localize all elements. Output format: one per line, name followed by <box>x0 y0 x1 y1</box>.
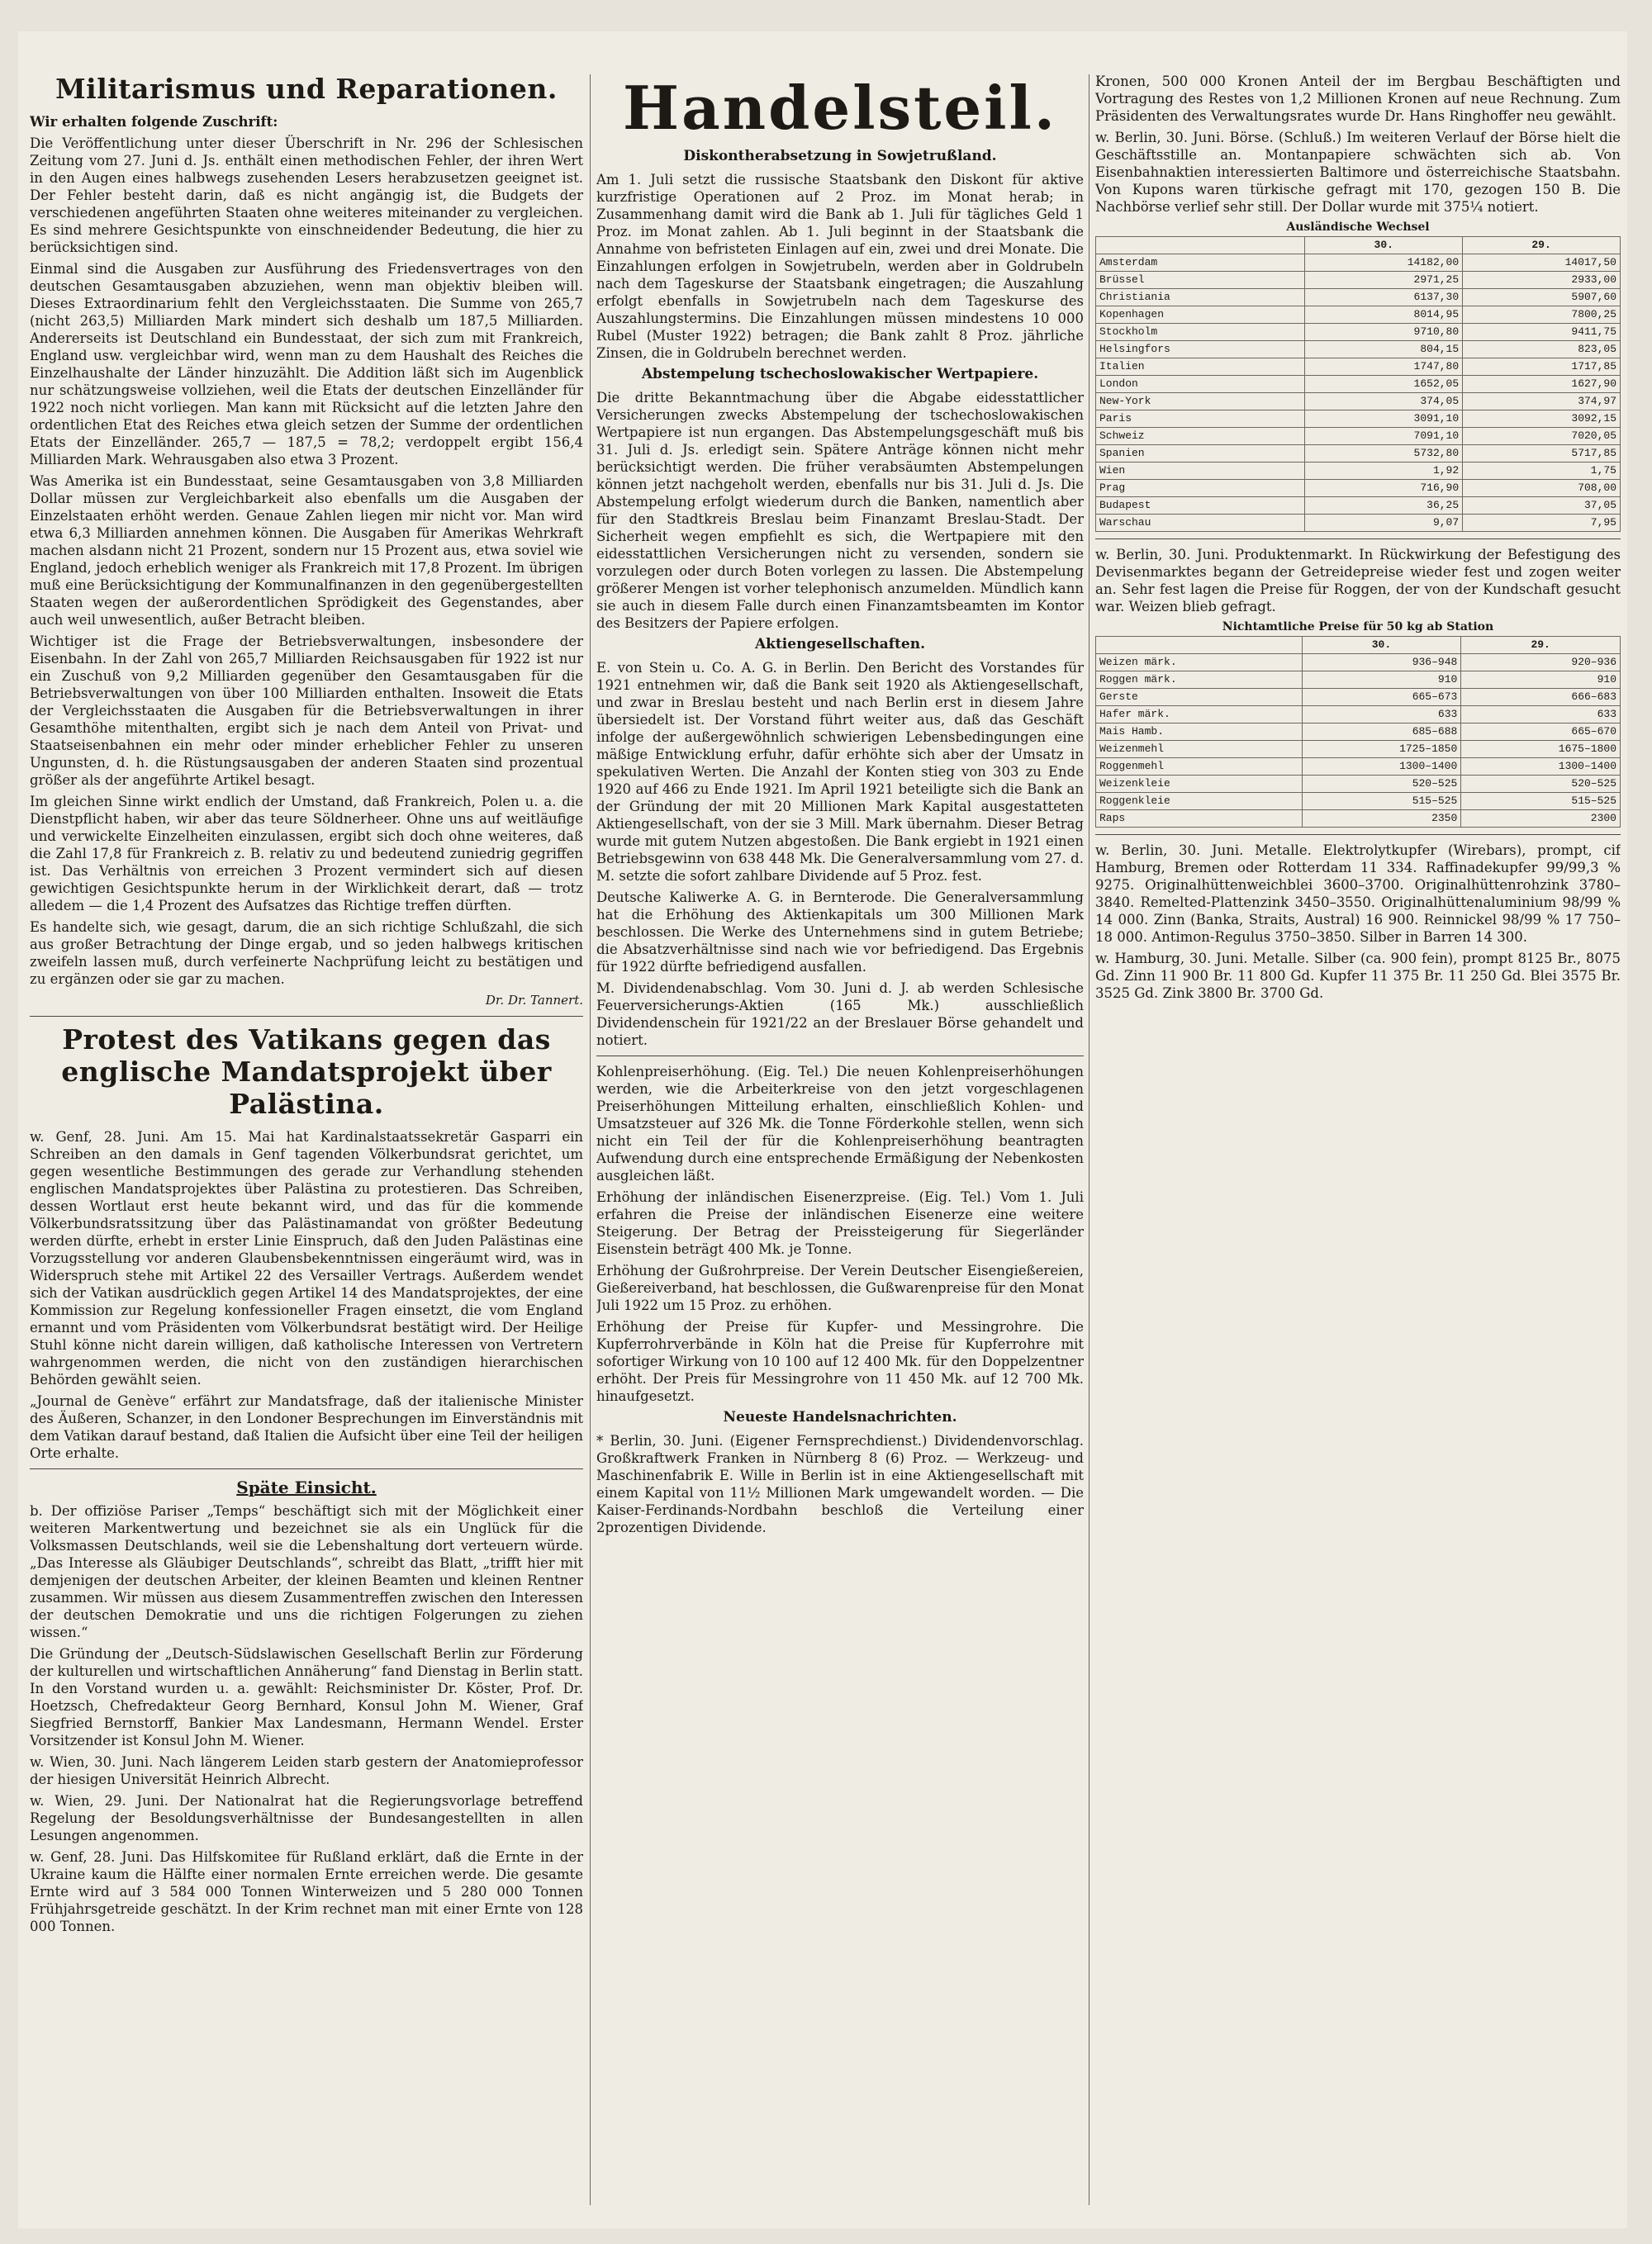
table-row <box>1096 324 1621 341</box>
table-cell: Italien <box>1096 358 1305 376</box>
newspaper-page <box>18 31 1627 2228</box>
section-title: Aktiengesellschaften. <box>754 636 926 652</box>
table-cell: Warschau <box>1096 515 1305 532</box>
table-row <box>1096 741 1621 758</box>
table-cell: 716,90 <box>1305 480 1463 497</box>
article-signature: Dr. Dr. Tannert. <box>485 993 583 1008</box>
table-cell: 804,15 <box>1305 341 1463 358</box>
table-cell: 8014,95 <box>1305 306 1463 324</box>
table-row <box>1096 689 1621 706</box>
table-row <box>1096 428 1621 445</box>
table-cell: Gerste <box>1096 689 1303 706</box>
table-cell: Roggen märk. <box>1096 671 1303 689</box>
article-paragraph: Was Amerika ist ein Bundesstaat, seine Gesamtausgaben von 3,8 Milliarden Dollar müssen zur Vergleichbarkeit also ebenfalls um die Ausgaben der Einzelstaaten erhöht werden. Genaue Zahlen liegen mir nicht vor. Man wird etwa 6,3 Milliarden annehmen können. Die Ausgaben für Amerikas Wehrkraft machen alsdann nicht 21 Prozent, sondern nur 15 Prozent aus, etwa soviel wie England, jedoch erheblich weniger als Frankreich mit 17,8 Prozent. Im übrigen muß eine Berücksichtigung der Kommunalfinanzen in den gegenübergestellten Staaten wegen der außerordentlichen Sprödigkeit des Gegenstandes, aber auch weil unwesentlich, außer Betracht bleiben. <box>30 473 583 628</box>
table-cell: Paris <box>1096 410 1305 428</box>
column-rule <box>590 74 591 2205</box>
table-cell: 823,05 <box>1463 341 1621 358</box>
table-cell: 920–936 <box>1461 654 1621 671</box>
article-paragraph: Erhöhung der inländischen Eisenerzpreise. (Eig. Tel.) Vom 1. Juli erfahren die Preise der inländischen Eisenerze eine weitere Steigerung. Der Betrag der Preissteigerung für Siegerländer Eisenstein beträgt 400 Mk. je Tonne. <box>596 1189 1084 1257</box>
table-cell: 9,07 <box>1305 515 1463 532</box>
article-paragraph: Kronen, 500 000 Kronen Anteil der im Bergbau Beschäftigten und Vortragung des Restes von 1,2 Millionen Kronen auf neue Rechnung. Zum Präsidenten des Verwaltungsrates wurde Dr. Hans Ringhoffer neu gewählt. <box>1095 74 1621 124</box>
article-paragraph: w. Berlin, 30. Juni. Börse. (Schluß.) Im weiteren Verlauf der Börse hielt die Geschäftsstille an. Montanpapiere schwächten sich ab. Von Eisenbahnaktien interessierten Baltimore und österreichische Staatsbahn. Von Kupons waren türkische gefragt mit 170, gezogen 150 B. Die Nachbörse verlief sehr still. Der Dollar wurde mit 375¼ notiert. <box>1095 130 1621 215</box>
table-cell: 374,97 <box>1463 393 1621 410</box>
table-cell: Weizenmehl <box>1096 741 1303 758</box>
divider <box>1095 834 1621 835</box>
article-paragraph: Die dritte Bekanntmachung über die Abgabe eidesstattlicher Versicherungen zwecks Abstempelung der tschechoslowakischen Wertpapiere ist nun ergangen. Das Abstempelungsgeschäft muß bis 31. Juli d. Js. erledigt sein. Spätere Anträge können nicht mehr berücksichtigt werden. Die früher verabsäumten Abstempelungen können jetzt nachgeholt werden, ebenfalls nur bis 31. Juli d. Js. Die Abstempelung erfolgt wiederum durch die Banken, namentlich aber für den Stadtkreis Breslau beim Finanzamt Breslau-Stadt. Der Sicherheit wegen empfiehlt es sich, die Wertpapiere mit den eidesstattlichen Versicherungen nicht zu versenden, sondern sie vorzulegen oder durch Boten vorlegen zu lassen. Die Abstempelung größerer Mengen ist vorher telephonisch anzumelden. Mündlich kann sie auch in diesem Falle durch einen Finanzamtsbeamten im Kontor des Besitzers der Papiere erfolgen. <box>596 390 1084 631</box>
table-header-cell: 29. <box>1461 637 1621 654</box>
article-paragraph: w. Genf, 28. Juni. Am 15. Mai hat Kardinalstaatssekretär Gasparri ein Schreiben an den damals in Genf tagenden Völkerbundsrat gerichtet, um gegen wesentliche Bestimmungen des gerade zur Verhandlung stehenden englischen Mandatsprojektes über Palästina zu protestieren. Das Schreiben, dessen Wortlaut erst heute bekannt wird, und das für die kommende Völkerbundsratssitzung über das Palästinamandat von größter Bedeutung werden dürfte, erhebt in erster Linie Einspruch, daß den Juden Palästinas eine Vorzugsstellung vor anderen Glaubensbekenntnissen eingeräumt wird, was in Widerspruch stehe mit Artikel 22 des Versailler Vertrags. Außerdem wendet sich der Vatikan ausdrücklich gegen Artikel 14 des Mandatsprojektes, der eine Kommission zur Regelung konfessioneller Fragen einsetzt, die vom England ernannt und vom Präsidenten vom Völkerbundsrat bestätigt wird. Der Heilige Stuhl könne nicht darein willigen, daß katholische Interessen von Vertretern wahrgenommen werden, die nicht von den zuständigen hierarchischen Behörden gewählt seien. <box>30 1129 583 1388</box>
article-paragraph: w. Wien, 30. Juni. Nach längerem Leiden starb gestern der Anatomieprofessor der hiesigen Universität Heinrich Albrecht. <box>30 1754 583 1787</box>
table-cell: 1717,85 <box>1463 358 1621 376</box>
article-intro: Wir erhalten folgende Zuschrift: <box>30 114 278 130</box>
table-cell: 5907,60 <box>1463 289 1621 306</box>
table-cell: Kopenhagen <box>1096 306 1305 324</box>
table-cell: Amsterdam <box>1096 254 1305 272</box>
divider <box>1095 538 1621 539</box>
table-cell: Prag <box>1096 480 1305 497</box>
table-cell: Roggenmehl <box>1096 758 1303 776</box>
article-paragraph: w. Hamburg, 30. Juni. Metalle. Silber (ca. 900 fein), prompt 8125 Br., 8075 Gd. Zinn 11 900 Br. 11 800 Gd. Kupfer 11 375 Br. 11 250 Gd. Blei 3575 Br. 3525 Gd. Zink 3800 Br. 3700 Gd. <box>1095 951 1621 1001</box>
table-cell: 36,25 <box>1305 497 1463 515</box>
table-row <box>1096 515 1621 532</box>
table-row <box>1096 410 1621 428</box>
article-paragraph: M. Dividendenabschlag. Vom 30. Juni d. J. ab werden Schlesische Feuerversicherungs-Aktien (165 Mk.) ausschließlich Dividendenschein für 1921/22 an der Breslauer Börse gehandelt und notiert. <box>596 980 1084 1048</box>
table-cell: Brüssel <box>1096 272 1305 289</box>
article-paragraph: Kohlenpreiserhöhung. (Eig. Tel.) Die neuen Kohlenpreiserhöhungen werden, wie die Arbeiterkreise von den jetzt vorgeschlagenen Preiserhöhungen Mitteilung erhalten, einschließlich Kohlen- und Umsatzsteuer auf 326 Mk. die Tonne Förderkohle stellen, wenn sich nicht ein Teil der für die Kohlenpreiserhöhung beantragten Aufwendung durch eine entsprechende Ermäßigung der Nebenkosten ausgleichen läßt. <box>596 1064 1084 1184</box>
table-cell: 520–525 <box>1461 776 1621 793</box>
table-cell: 520–525 <box>1302 776 1461 793</box>
table-cell: 515–525 <box>1302 793 1461 810</box>
table-title: Ausländische Wechsel <box>1286 221 1430 234</box>
table-row <box>1096 358 1621 376</box>
table-cell: 5717,85 <box>1463 445 1621 463</box>
grain-price-table <box>1095 636 1621 828</box>
article-paragraph: w. Wien, 29. Juni. Der Nationalrat hat die Regierungsvorlage betreffend Regelung der Besoldungsverhältnisse der Bundesangestellten in allen Lesungen angenommen. <box>30 1793 583 1843</box>
table-row <box>1096 706 1621 723</box>
table-cell: Weizenkleie <box>1096 776 1303 793</box>
table-cell: London <box>1096 376 1305 393</box>
article-paragraph: Erhöhung der Gußrohrpreise. Der Verein Deutscher Eisengießereien, Gießereiverband, hat beschlossen, die Gußwarenpreise für den Monat Juli 1922 um 15 Proz. zu erhöhen. <box>596 1263 1084 1313</box>
article-paragraph: Wichtiger ist die Frage der Betriebsverwaltungen, insbesondere der Eisenbahn. In der Zahl von 265,7 Milliarden Reichsausgaben für 1922 ist nur ein Zuschuß von 9,2 Milliarden gegenüber den Gesamtausgaben für die Betriebsverwaltungen von über 100 Milliarden enthalten. Insoweit die Etats der Vergleichsstaaten die Ausgaben für die Betriebsverwaltungen in ihrer Gesamthöhe mitenthalten, ergibt sich je nach dem Anteil von Privat- und Staatseisenbahnen ein mehr oder minder erheblicher Fehler zu unseren Ungunsten, d. h. die Rüstungsausgaben der anderen Staaten sind prozentual größer als der angeführte Artikel besagt. <box>30 633 583 788</box>
table-row <box>1096 654 1621 671</box>
table-row <box>1096 376 1621 393</box>
article-paragraph: * Berlin, 30. Juni. (Eigener Fernsprechdienst.) Dividendenvorschlag. Großkraftwerk Franken in Nürnberg 8 (6) Proz. — Werkzeug- und Maschinenfabrik E. Wille in Berlin ist in eine Aktiengesellschaft mit einem Kapital von 11½ Millionen Mark umgewandelt worden. — Die Kaiser-Ferdinands-Nordbahn beschloß die Verteilung einer 2prozentigen Dividende. <box>596 1433 1084 1535</box>
table-header-row <box>1096 637 1621 654</box>
table-cell: 6137,30 <box>1305 289 1463 306</box>
table-cell: Helsingfors <box>1096 341 1305 358</box>
table-row <box>1096 758 1621 776</box>
article-paragraph: Deutsche Kaliwerke A. G. in Bernterode. Die Generalversammlung hat die Erhöhung des Aktienkapitals um 300 Millionen Mark beschlossen. Die Werke des Unternehmens sind in gutem Betriebe; die Absatzverhältnisse sind nach wie vor befriedigend. Das Ergebnis für 1922 dürfte befriedigend ausfallen. <box>596 890 1084 975</box>
table-cell: 2350 <box>1302 810 1461 828</box>
table-row <box>1096 341 1621 358</box>
table-cell: 2933,00 <box>1463 272 1621 289</box>
table-row <box>1096 272 1621 289</box>
table-cell: 1652,05 <box>1305 376 1463 393</box>
article-paragraph: Im gleichen Sinne wirkt endlich der Umstand, daß Frankreich, Polen u. a. die Dienstpflicht haben, wir aber das teure Söldnerheer. Ohne uns auf weitläufige und verwickelte Einzelheiten einzulassen, ergibt sich doch ohne weiteres, daß die Zahl 17,8 für Frankreich z. B. relativ zu und bedeutend zuniedrig gegriffen ist. Das Verhältnis von erreichen 3 Prozent vermindert sich auf diesen gewichtigen Gesichtspunkte herum in der Wirklichkeit derart, daß — trotz alledem — die 1,4 Prozent des Aufsatzes das Richtige treffen dürften. <box>30 794 583 913</box>
table-cell: Roggenkleie <box>1096 793 1303 810</box>
table-cell: 515–525 <box>1461 793 1621 810</box>
table-cell: 1,92 <box>1305 463 1463 480</box>
table-row <box>1096 810 1621 828</box>
table-row <box>1096 671 1621 689</box>
table-cell: 1747,80 <box>1305 358 1463 376</box>
table-cell: 2300 <box>1461 810 1621 828</box>
table-cell: 633 <box>1302 706 1461 723</box>
table-header-cell <box>1096 637 1303 654</box>
table-cell: 1300–1400 <box>1302 758 1461 776</box>
table-cell: 7091,10 <box>1305 428 1463 445</box>
table-row <box>1096 497 1621 515</box>
table-cell: 665–673 <box>1302 689 1461 706</box>
masthead-handelsteil: Handelsteil. <box>623 73 1057 143</box>
table-cell: Stockholm <box>1096 324 1305 341</box>
table-row <box>1096 463 1621 480</box>
article-paragraph: w. Genf, 28. Juni. Das Hilfskomitee für Rußland erklärt, daß die Ernte in der Ukraine kaum die Hälfte einer normalen Ernte erreichen werde. Die gesamte Ernte wird auf 3 584 000 Tonnen Winterweizen und 5 280 000 Tonnen Frühjahrsgetreide geschätzt. In der Krim rechnet man mit einer Ernte von 128 000 Tonnen. <box>30 1849 583 1934</box>
right-column <box>1095 73 1621 2228</box>
table-cell: 7800,25 <box>1463 306 1621 324</box>
table-row <box>1096 393 1621 410</box>
table-cell: Schweiz <box>1096 428 1305 445</box>
exchange-rate-table <box>1095 236 1621 532</box>
table-cell: Christiania <box>1096 289 1305 306</box>
table-row <box>1096 289 1621 306</box>
table-cell: 14182,00 <box>1305 254 1463 272</box>
table-cell: 2971,25 <box>1305 272 1463 289</box>
table-cell: New-York <box>1096 393 1305 410</box>
article-paragraph: Erhöhung der Preise für Kupfer- und Messingrohre. Die Kupferrohrverbände in Köln hat die Preise für Kupferrohre mit sofortiger Wirkung von 10 100 auf 12 400 Mk. für den Doppelzentner erhöht. Der Preis für Messingrohre von 11 450 Mk. auf 12 700 Mk. hinaufgesetzt. <box>596 1319 1084 1404</box>
table-cell: 7020,05 <box>1463 428 1621 445</box>
table-cell: Wien <box>1096 463 1305 480</box>
table-cell: Hafer märk. <box>1096 706 1303 723</box>
table-cell: 9710,80 <box>1305 324 1463 341</box>
article-paragraph: Es handelte sich, wie gesagt, darum, die an sich richtige Schlußzahl, die sich aus großer Betrachtung der Dinge ergab, und so jeden halbwegs kritischen zweifeln lassen muß, durch verfeinerte Nachprüfung leicht zu bestätigen und zu ergänzen oder sie gar zu machen. <box>30 919 583 987</box>
article-paragraph: „Journal de Genève“ erfährt zur Mandatsfrage, daß der italienische Minister des Äußeren, Schanzer, in den Londoner Besprechungen im Einverständnis mit dem Vatikan darauf bestand, daß Italien die Aufsicht über eine Teil der heiligen Orte erhalte. <box>30 1393 583 1461</box>
table-cell: Budapest <box>1096 497 1305 515</box>
section-title: Neueste Handelsnachrichten. <box>723 1409 957 1426</box>
table-header-cell <box>1096 237 1305 254</box>
article-paragraph: Am 1. Juli setzt die russische Staatsbank den Diskont für aktive kurzfristige Operationen auf 2 Proz. im Monat herab; in Zusammenhang damit wird die Bank ab 1. Juli für tägliches Geld 1 Proz. im Monat zahlen. Ab 1. Juli beginnt in der Staatsbank die Annahme von befristeten Einlagen auf ein, zwei und drei Monate. Die Einzahlungen erfolgen in Sowjetrubeln, werden aber in Goldrubeln nach dem Tageskurse der Staatsbank eingetragen; die Auszahlung erfolgt ebenfalls in Sowjetrubeln nach dem Tageskurse des Auszahlungstermins. Die Einzahlungen müssen mindestens 10 000 Rubel (Muster 1922) betragen; die Bank zahlt 8 Proz. jährliche Zinsen, die in Goldrubeln berechnet werden. <box>596 172 1084 361</box>
divider <box>30 1016 583 1017</box>
table-cell: 685–688 <box>1302 723 1461 741</box>
section-title: Abstempelung tschechoslowakischer Wertpapiere. <box>641 366 1039 382</box>
section-title: Diskontherabsetzung in Sowjetrußland. <box>683 148 997 164</box>
table-cell: 1725–1850 <box>1302 741 1461 758</box>
article-paragraph: Einmal sind die Ausgaben zur Ausführung des Friedensvertrages von den deutschen Gesamtausgaben abzuziehen, wenn man objektiv bleiben will. Dieses Extraordinarium fehlt den Vergleichsstaaten. Die Summe von 265,7 (nicht 263,5) Milliarden Mark mindert sich deshalb um 187,5 Milliarden. Andererseits ist Deutschland ein Bundesstaat, der sich zum mit Frankreich, England usw. vergleichbar wird, wenn man zu dem Haushalt des Reiches die Einzelhaushalte der Länder hinzuzählt. Die Addition läßt sich im Augenblick nur schätzungsweise vollziehen, weil die Etats der deutschen Einzelländer für 1922 noch nicht vorliegen. Man kann mit Rücksicht auf die letzten Jahre den ordentlichen Etat des Reiches etwa gleich setzen der Summe der ordentlichen Etats der Einzelländer. 265,7 — 187,5 = 78,2; verdoppelt ergibt 156,4 Milliarden Mark. Wehrausgaben also etwa 3 Prozent. <box>30 261 583 467</box>
table-cell: 37,05 <box>1463 497 1621 515</box>
table-cell: 666–683 <box>1461 689 1621 706</box>
table-cell: 5732,80 <box>1305 445 1463 463</box>
table-cell: Weizen märk. <box>1096 654 1303 671</box>
table-cell: 910 <box>1461 671 1621 689</box>
article-heading-militarismus: Militarismus und Reparationen. <box>55 73 558 105</box>
article-paragraph: Die Gründung der „Deutsch-Südslawischen Gesellschaft Berlin zur Förderung der kulturellen und wirtschaftlichen Annäherung“ fand Dienstag in Berlin statt. In den Vorstand wurden u. a. gewählt: Reichsminister Dr. Köster, Prof. Dr. Hoetzsch, Chefredakteur Georg Bernhard, Konsul John M. Wiener, Graf Siegfried Bernstorff, Bankier Max Landesmann, Hermann Wendel. Erster Vorsitzender ist Konsul John M. Wiener. <box>30 1646 583 1748</box>
table-cell: Mais Hamb. <box>1096 723 1303 741</box>
article-heading-vatikan: Protest des Vatikans gegen das englische Mandatsprojekt über Palästina. <box>61 1023 552 1120</box>
article-paragraph: Die Veröffentlichung unter dieser Überschrift in Nr. 296 der Schlesischen Zeitung vom 27. Juni d. Js. enthält einen methodischen Fehler, der ihren Wert in den Augen eines halbwegs zusehenden Lesers herabzusetzen geeignet ist. Der Fehler besteht darin, daß es nicht angängig ist, die Budgets der verschiedenen angeführten Staaten ohne weiteres miteinander zu vergleichen. Es sind mehrere Gesichtspunkte von einschneidender Bedeutung, die hier zu berücksichtigen sind. <box>30 135 583 255</box>
table-row <box>1096 793 1621 810</box>
article-paragraph: E. von Stein u. Co. A. G. in Berlin. Den Bericht des Vorstandes für 1921 entnehmen wir, daß die Bank seit 1920 als Aktiengesellschaft, und zwar in Breslau besteht und nach Berlin erst in diesem Jahre übersiedelt ist. Der Vorstand führt weiter aus, daß das Geschäft infolge der außergewöhnlich schwierigen Lebensbedingungen eine mäßige Entwicklung erfuhr, dafür erhöhte sich aber der Umsatz in spekulativen Werten. Die Anzahl der Konten stieg von 303 zu Ende 1920 auf 466 zu Ende 1921. Im April 1921 beteiligte sich die Bank an der Gründung der mit 20 Millionen Mark Kapital ausgestatteten Aktiengesellschaft, von der sie 3 Mill. Mark übernahm. Dieser Betrag wurde mit gutem Nutzen abgestoßen. Die Bank ergiebt in 1921 einen Betriebsgewinn von 638 448 Mk. Die Generalversammlung vom 27. d. M. setzte die sofort zahlbare Dividende auf 5 Proz. fest. <box>596 660 1084 884</box>
table-cell: 1627,90 <box>1463 376 1621 393</box>
table-cell: 910 <box>1302 671 1461 689</box>
divider <box>30 1468 583 1469</box>
table-cell: 1,75 <box>1463 463 1621 480</box>
table-cell: 7,95 <box>1463 515 1621 532</box>
article-paragraph: w. Berlin, 30. Juni. Metalle. Elektrolytkupfer (Wirebars), prompt, cif Hamburg, Bremen oder Rotterdam 11 334. Raffinadekupfer 99/99,3 % 9275. Originalhüttenweichblei 3600–3700. Originalhüttenrohzink 3780–3840. Remelted-Plattenzink 3450–3550. Originalhüttenaluminium 98/99 % 14 000. Zinn (Banka, Straits, Austral) 16 900. Reinnickel 98/99 % 17 750–18 000. Antimon-Regulus 3750–3850. Silber in Barren 14 300. <box>1095 842 1621 945</box>
table-header-row <box>1096 237 1621 254</box>
table-row <box>1096 306 1621 324</box>
left-column <box>30 73 583 2228</box>
table-cell: Spanien <box>1096 445 1305 463</box>
table-header-cell: 30. <box>1305 237 1463 254</box>
article-paragraph: w. Berlin, 30. Juni. Produktenmarkt. In Rückwirkung der Befestigung des Devisenmarktes begann der Getreidepreise wieder fest und zogen weiter an. Sehr fest lagen die Preise für Roggen, der von der Kundschaft gesucht war. Weizen blieb gefragt. <box>1095 547 1621 614</box>
table-header-cell: 29. <box>1463 237 1621 254</box>
table-row <box>1096 723 1621 741</box>
article-heading-einsicht: Späte Einsicht. <box>236 1478 377 1497</box>
table-cell: 936–948 <box>1302 654 1461 671</box>
table-cell: Raps <box>1096 810 1303 828</box>
table-cell: 665–670 <box>1461 723 1621 741</box>
table-cell: 3091,10 <box>1305 410 1463 428</box>
middle-column <box>596 73 1084 2228</box>
table-cell: 9411,75 <box>1463 324 1621 341</box>
table-cell: 1675–1800 <box>1461 741 1621 758</box>
table-cell: 3092,15 <box>1463 410 1621 428</box>
table-row <box>1096 480 1621 497</box>
table-row <box>1096 445 1621 463</box>
table-cell: 633 <box>1461 706 1621 723</box>
table-cell: 1300–1400 <box>1461 758 1621 776</box>
article-paragraph: b. Der offiziöse Pariser „Temps“ beschäftigt sich mit der Möglichkeit einer weiteren Markentwertung und bezeichnet sie als ein Unglück für die Volksmassen Deutschlands, weil sie die Lebenshaltung dort verteuern würde. „Das Interesse als Gläubiger Deutschlands“, schreibt das Blatt, „trifft hier mit demjenigen der deutschen Arbeiter, der kleinen Beamten und kleinen Rentner zusammen. Wir müssen aus diesem Zusammentreffen zwischen den Interessen der deutschen Demokratie und uns die richtigen Folgerungen zu ziehen wissen.“ <box>30 1503 583 1640</box>
table-header-cell: 30. <box>1302 637 1461 654</box>
table-row <box>1096 776 1621 793</box>
table-title: Nichtamtliche Preise für 50 kg ab Station <box>1222 620 1494 633</box>
table-cell: 708,00 <box>1463 480 1621 497</box>
table-cell: 14017,50 <box>1463 254 1621 272</box>
table-cell: 374,05 <box>1305 393 1463 410</box>
table-row <box>1096 254 1621 272</box>
